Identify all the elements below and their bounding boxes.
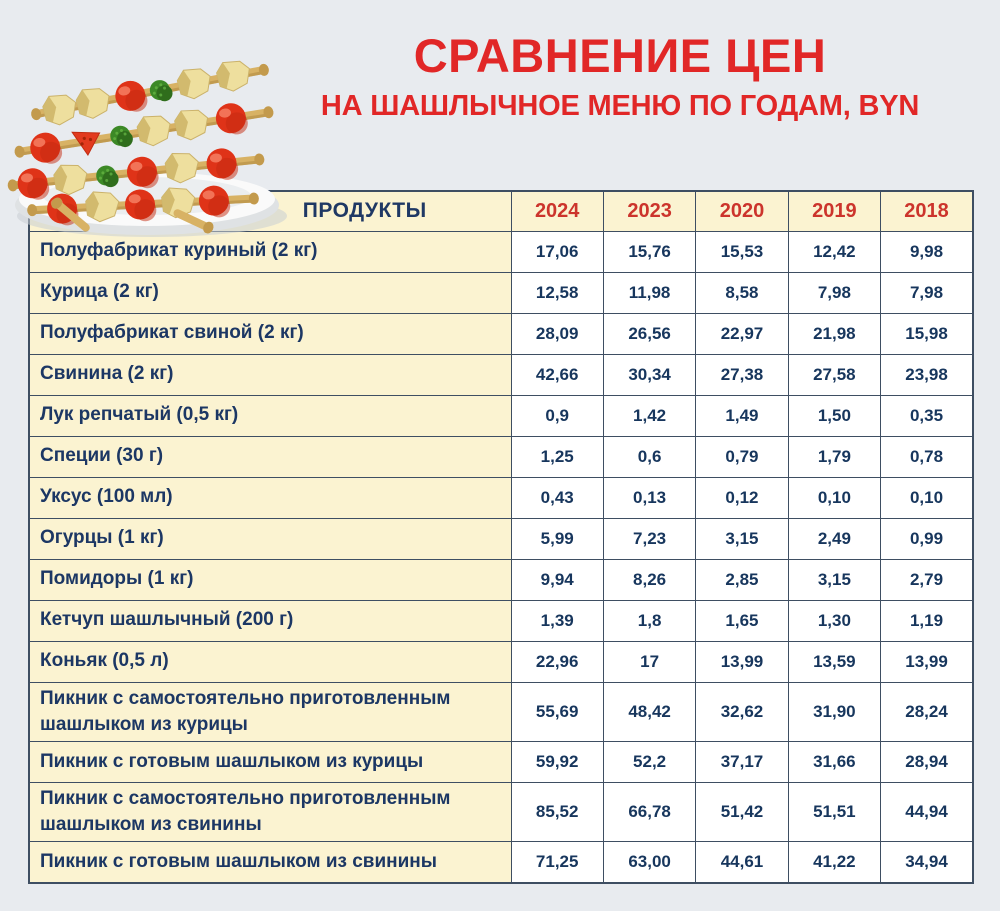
price-cell: 22,97 [696,313,788,354]
price-cell: 21,98 [788,313,880,354]
table-row [29,436,973,477]
price-cell: 1,30 [788,600,880,641]
price-cell: 27,58 [788,354,880,395]
product-name-cell: Свинина (2 кг) [29,354,511,395]
price-cell: 1,65 [696,600,788,641]
price-cell: 17,06 [511,231,603,272]
table-row [29,600,973,641]
table-row [29,741,973,782]
table-row [29,354,973,395]
price-cell: 71,25 [511,842,603,883]
price-cell: 51,42 [696,782,788,841]
price-cell: 48,42 [603,682,695,741]
price-cell: 2,49 [788,518,880,559]
price-cell: 2,85 [696,559,788,600]
product-name-cell: Пикник с готовым шашлыком из курицы [29,741,511,782]
price-cell: 1,50 [788,395,880,436]
price-cell: 27,38 [696,354,788,395]
price-comparison-table [28,190,974,884]
price-cell: 15,53 [696,231,788,272]
price-cell: 59,92 [511,741,603,782]
page-title: СРАВНЕНИЕ ЦЕН [413,29,827,82]
price-cell: 1,19 [881,600,973,641]
price-cell: 3,15 [788,559,880,600]
price-cell: 30,34 [603,354,695,395]
product-name-cell: Полуфабрикат куриный (2 кг) [29,231,511,272]
product-name-cell: Пикник с самостоятельно приготовленным шашлыком из курицы [29,682,511,741]
table-row [29,559,973,600]
price-cell: 13,99 [881,641,973,682]
price-cell: 44,94 [881,782,973,841]
price-cell: 52,2 [603,741,695,782]
price-cell: 17 [603,641,695,682]
price-table-body [29,231,973,883]
page-subtitle: НА ШАШЛЫЧНОЕ МЕНЮ ПО ГОДАМ, BYN [320,89,920,122]
price-cell: 22,96 [511,641,603,682]
price-cell: 9,94 [511,559,603,600]
product-name-cell: Кетчуп шашлычный (200 г) [29,600,511,641]
title-block [255,30,985,123]
price-cell: 32,62 [696,682,788,741]
price-cell: 1,79 [788,436,880,477]
price-cell: 8,26 [603,559,695,600]
product-name-cell: Пикник с готовым шашлыком из свинины [29,842,511,883]
product-name-cell: Пикник с самостоятельно приготовленным шашлыком из свинины [29,782,511,841]
price-cell: 11,98 [603,272,695,313]
price-cell: 15,76 [603,231,695,272]
price-cell: 13,59 [788,641,880,682]
price-cell: 37,17 [696,741,788,782]
product-name-cell: Помидоры (1 кг) [29,559,511,600]
price-cell: 23,98 [881,354,973,395]
product-name-cell: Полуфабрикат свиной (2 кг) [29,313,511,354]
price-cell: 41,22 [788,842,880,883]
price-cell: 34,94 [881,842,973,883]
table-row [29,682,973,741]
shashlik-plate-illustration [2,20,294,238]
table-row [29,313,973,354]
product-name-cell: Лук репчатый (0,5 кг) [29,395,511,436]
price-cell: 1,8 [603,600,695,641]
price-cell: 7,98 [788,272,880,313]
table-row [29,842,973,883]
table-row [29,272,973,313]
price-cell: 0,9 [511,395,603,436]
price-cell: 12,58 [511,272,603,313]
price-cell: 0,6 [603,436,695,477]
product-name-cell: Уксус (100 мл) [29,477,511,518]
price-cell: 0,99 [881,518,973,559]
table-row [29,641,973,682]
year-column-header-2019: 2019 [788,191,880,231]
table-row [29,395,973,436]
price-cell: 31,66 [788,741,880,782]
price-cell: 0,10 [881,477,973,518]
products-column-header: ПРОДУКТЫ [29,191,511,231]
price-cell: 0,35 [881,395,973,436]
price-cell: 1,49 [696,395,788,436]
price-cell: 44,61 [696,842,788,883]
price-cell: 66,78 [603,782,695,841]
price-cell: 0,79 [696,436,788,477]
price-cell: 3,15 [696,518,788,559]
price-cell: 0,10 [788,477,880,518]
price-cell: 7,23 [603,518,695,559]
price-cell: 28,94 [881,741,973,782]
year-column-header-2024: 2024 [511,191,603,231]
price-cell: 26,56 [603,313,695,354]
price-cell: 8,58 [696,272,788,313]
product-name-cell: Курица (2 кг) [29,272,511,313]
price-cell: 13,99 [696,641,788,682]
price-cell: 0,13 [603,477,695,518]
product-name-cell: Специи (30 г) [29,436,511,477]
price-cell: 1,25 [511,436,603,477]
price-cell: 0,78 [881,436,973,477]
price-cell: 85,52 [511,782,603,841]
price-cell: 55,69 [511,682,603,741]
price-cell: 42,66 [511,354,603,395]
year-column-header-2020: 2020 [696,191,788,231]
price-cell: 15,98 [881,313,973,354]
table-row [29,782,973,841]
price-cell: 9,98 [881,231,973,272]
table-row [29,477,973,518]
price-cell: 28,24 [881,682,973,741]
price-cell: 7,98 [881,272,973,313]
price-cell: 12,42 [788,231,880,272]
price-cell: 0,12 [696,477,788,518]
table-row [29,518,973,559]
product-name-cell: Огурцы (1 кг) [29,518,511,559]
price-cell: 1,39 [511,600,603,641]
price-cell: 5,99 [511,518,603,559]
price-cell: 0,43 [511,477,603,518]
price-cell: 2,79 [881,559,973,600]
price-cell: 63,00 [603,842,695,883]
price-cell: 28,09 [511,313,603,354]
year-column-header-2018: 2018 [881,191,973,231]
price-cell: 51,51 [788,782,880,841]
price-cell: 1,42 [603,395,695,436]
product-name-cell: Коньяк (0,5 л) [29,641,511,682]
price-cell: 31,90 [788,682,880,741]
year-column-header-2023: 2023 [603,191,695,231]
